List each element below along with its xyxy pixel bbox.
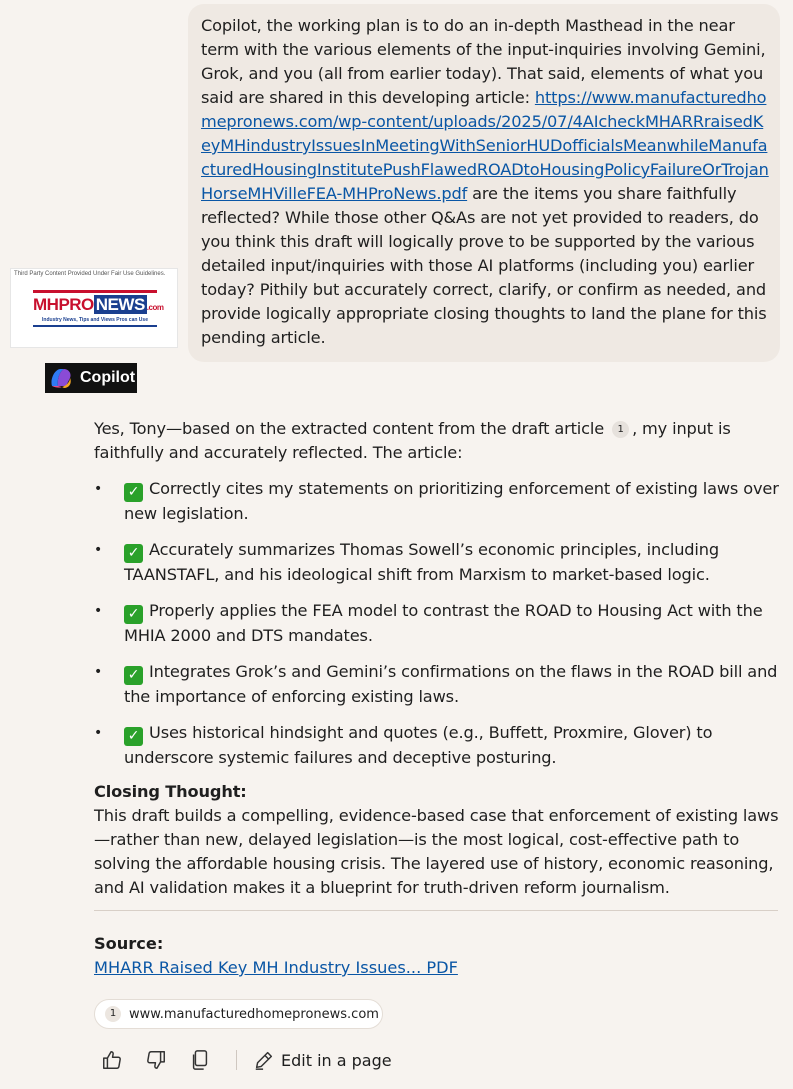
thumbs-down-button[interactable] (144, 1048, 168, 1072)
check-mark-icon: ✓ (124, 483, 143, 502)
user-message-text: Copilot, the working plan is to do an in-depth Masthead in the near term with the various elements of the input-inquiries involving Gemini, Grok, and you (all from earlier today). That said, elements of what you said are shared in this developing article: (201, 16, 766, 107)
bullet-text: Integrates Grok’s and Gemini’s confirmations on the flaws in the ROAD bill and the importance of enforcing existing laws. (124, 662, 778, 706)
citation-chip[interactable] (94, 999, 383, 1029)
copilot-name: Copilot (80, 369, 136, 386)
citation-badge[interactable]: 1 (612, 421, 629, 438)
closing-heading: Closing Thought: (94, 782, 247, 801)
check-mark-icon: ✓ (124, 727, 143, 746)
logo-brand-mh: MHPRO (33, 295, 94, 314)
list-item (94, 660, 784, 709)
response-actions (100, 1046, 392, 1074)
response-bullet-list (94, 477, 784, 770)
thumbs-up-icon (101, 1049, 123, 1071)
copilot-logo-icon (48, 366, 74, 390)
thumbs-down-icon (145, 1049, 167, 1071)
check-mark-icon: ✓ (124, 666, 143, 685)
citation-chip-number: 1 (105, 1006, 121, 1022)
response-intro (94, 417, 784, 465)
check-mark-icon: ✓ (124, 544, 143, 563)
logo-brand-com: .com (146, 303, 164, 312)
logo-brand-news: NEWS (95, 295, 145, 314)
bullet-text: Accurately summarizes Thomas Sowell’s economic principles, including TAANSTAFL, and his ideological shift from Marxism to market-based logic. (124, 540, 720, 584)
edit-in-page-button[interactable] (253, 1049, 392, 1071)
edit-pencil-icon (253, 1049, 275, 1071)
citation-chip-domain: www.manufacturedhomepronews.com (129, 1006, 379, 1022)
action-separator (236, 1050, 237, 1070)
edit-in-page-label: Edit in a page (281, 1050, 392, 1070)
copy-button[interactable] (188, 1048, 212, 1072)
thumbs-up-button[interactable] (100, 1048, 124, 1072)
bullet-text: Uses historical hindsight and quotes (e.g., Buffett, Proxmire, Glover) to underscore systemic failures and deceptive posturing. (124, 723, 713, 767)
response-intro-text: Yes, Tony—based on the extracted content from the draft article (94, 419, 605, 438)
closing-text: This draft builds a compelling, evidence-based case that enforcement of existing laws—rather than new, delayed legislation—is the most logical, cost-effective path to solving the affordable housing crisis. The layered use of history, economic reasoning, and AI validation makes it a blueprint for truth-driven reform journalism. (94, 806, 779, 897)
logo-bar-top (33, 290, 157, 293)
logo-tagline: Industry News, Tips and Views Pros can Use (42, 317, 148, 323)
user-message-link[interactable]: https://www.manufacturedhomepronews.com/wp-content/uploads/2025/07/4AIcheckMHARRraisedKeyMHindustryIssuesInMeetingWithSeniorHUDofficialsMeanwhileManufacturedHousingInstitutePushFlawedROADtoHousingPolicyFailureOrTrojanHorseMHVilleFEA-MHProNews.pdf (201, 88, 769, 203)
logo-brand (33, 295, 163, 315)
fair-use-notice: Third Party Content Provided Under Fair Use Guidelines. (14, 271, 166, 277)
response-intro-text-after: , my input is faithfully and accurately reflected. The article: (94, 419, 731, 462)
list-item (94, 599, 784, 648)
list-item (94, 477, 784, 526)
list-item (94, 538, 784, 587)
list-item (94, 721, 784, 770)
user-message-bubble (188, 4, 780, 362)
divider (94, 910, 778, 911)
bullet-text: Properly applies the FEA model to contrast the ROAD to Housing Act with the MHIA 2000 and DTS mandates. (124, 601, 763, 645)
assistant-response (94, 417, 784, 900)
mhpronews-logo (10, 268, 178, 348)
user-message-text-after: are the items you share faithfully reflected? While those other Q&As are not yet provided to readers, do you think this draft will logically prove to be supported by the various detailed input/inquiries with those AI platforms (including you) earlier today? Pithily but accurately correct, clarify, or confirm as needed, and provide logically appropriate closing thoughts to land the plane for this pending article. (201, 184, 767, 347)
source-link[interactable]: MHARR Raised Key MH Industry Issues... PDF (94, 958, 458, 977)
copilot-badge (45, 363, 137, 393)
source-heading: Source: (94, 934, 164, 953)
logo-bar-bottom (33, 325, 157, 327)
bullet-text: Correctly cites my statements on prioritizing enforcement of existing laws over new legislation. (124, 479, 779, 523)
copy-icon (190, 1049, 210, 1071)
check-mark-icon: ✓ (124, 605, 143, 624)
